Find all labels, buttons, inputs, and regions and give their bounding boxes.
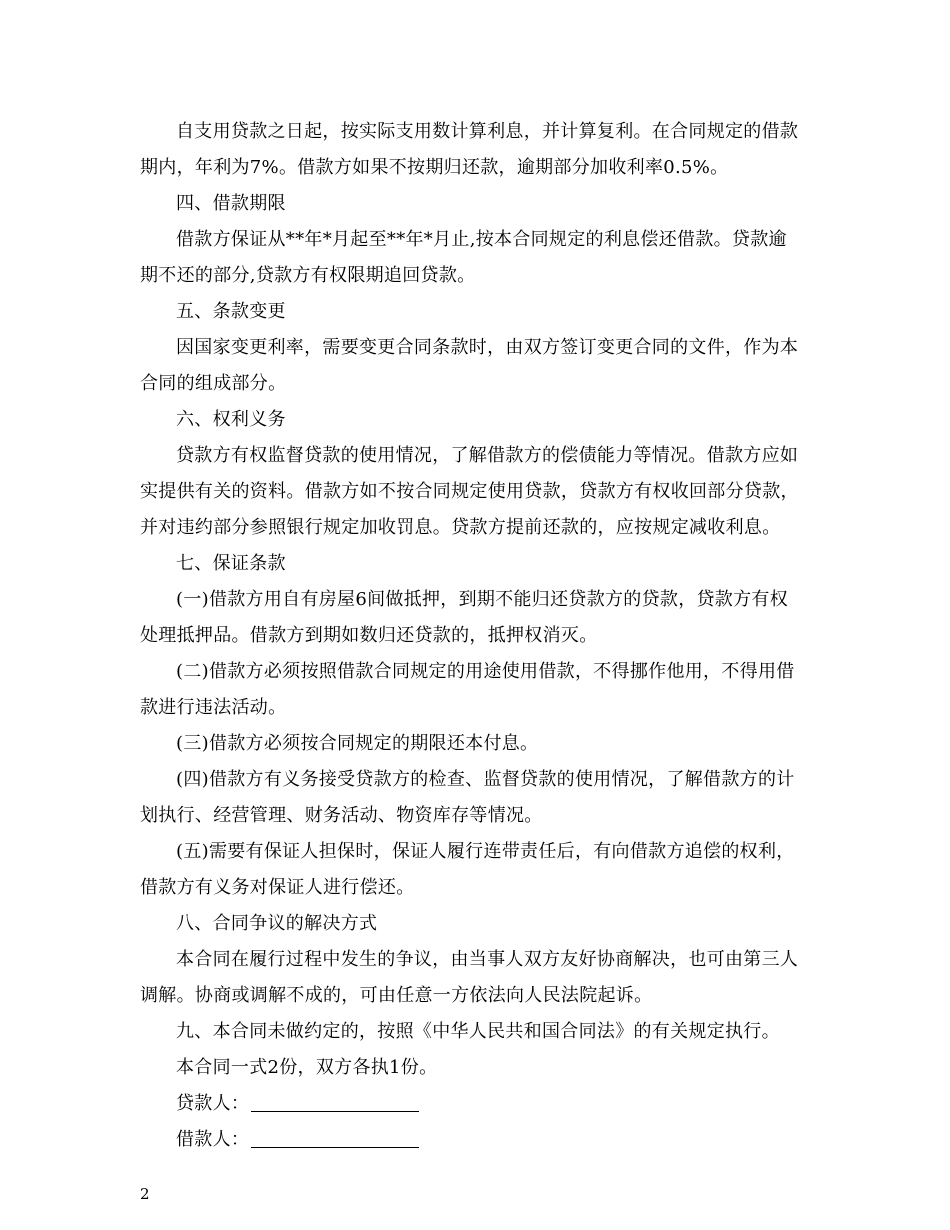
- lender-label: 贷款人：: [176, 1093, 250, 1114]
- lender-signature-line: [176, 1092, 820, 1116]
- paragraph-line: (五)需要有保证人担保时，保证人履行连带责任后，有向借款方追偿的权利，: [176, 841, 795, 862]
- paragraph-line: 借款方有义务对保证人进行偿还。: [140, 877, 415, 898]
- paragraph-line: 实提供有关的资料。借款方如不按合同规定使用贷款，贷款方有权收回部分贷款，: [140, 481, 799, 502]
- paragraph-line: 款进行违法活动。: [140, 697, 287, 718]
- section-heading: 六、权利义务: [176, 409, 286, 430]
- paragraph-line: 借款方保证从**年*月起至**年*月止,按本合同规定的利息偿还借款。贷款逾: [176, 229, 787, 250]
- paragraph-line: 期内，年利为7%。借款方如果不按期归还款，逾期部分加收利率0.5%。: [140, 157, 729, 178]
- paragraph-line: (二)借款方必须按照借款合同规定的用途使用借款，不得挪作他用，不得用借: [176, 661, 795, 682]
- paragraph-line: 并对违约部分参照银行规定加收罚息。贷款方提前还款的，应按规定减收利息。: [140, 517, 781, 538]
- paragraph-line: (四)借款方有义务接受贷款方的检查、监督贷款的使用情况，了解借款方的计: [176, 769, 795, 790]
- paragraph-line: 期不还的部分,贷款方有权限期追回贷款。: [140, 265, 476, 286]
- paragraph-line: 九、本合同未做约定的，按照《中华人民共和国合同法》的有关规定执行。: [176, 1021, 780, 1042]
- paragraph-line: 划执行、经营管理、财务活动、物资库存等情况。: [140, 805, 543, 826]
- paragraph-line: 本合同一式2份，双方各执1份。: [176, 1057, 438, 1078]
- paragraph-line: 自支用贷款之日起，按实际支用数计算利息，并计算复利。在合同规定的借款: [176, 121, 799, 142]
- paragraph-line: (一)借款方用自有房屋6间做抵押，到期不能归还贷款方的贷款，贷款方有权: [176, 589, 788, 610]
- section-heading: 五、条款变更: [176, 301, 286, 322]
- paragraph-line: (三)借款方必须按合同规定的期限还本付息。: [176, 733, 539, 754]
- borrower-signature-line: [176, 1128, 820, 1152]
- paragraph-line: 合同的组成部分。: [140, 373, 287, 394]
- lender-signature-blank: [251, 1093, 419, 1112]
- borrower-label: 借款人：: [176, 1129, 250, 1150]
- page-number: 2: [140, 1185, 150, 1203]
- paragraph-line: 本合同在履行过程中发生的争议，由当事人双方友好协商解决，也可由第三人: [176, 949, 799, 970]
- section-heading: 八、合同争议的解决方式: [176, 913, 378, 934]
- paragraph-line: 因国家变更利率，需要变更合同条款时，由双方签订变更合同的文件，作为本: [176, 337, 799, 358]
- section-heading: 四、借款期限: [176, 193, 286, 214]
- paragraph-line: 处理抵押品。借款方到期如数归还贷款的，抵押权消灭。: [140, 625, 598, 646]
- borrower-signature-blank: [251, 1129, 419, 1148]
- paragraph-line: 贷款方有权监督贷款的使用情况，了解借款方的偿债能力等情况。借款方应如: [176, 445, 799, 466]
- section-heading: 七、保证条款: [176, 553, 286, 574]
- paragraph-line: 调解。协商或调解不成的，可由任意一方依法向人民法院起诉。: [140, 985, 653, 1006]
